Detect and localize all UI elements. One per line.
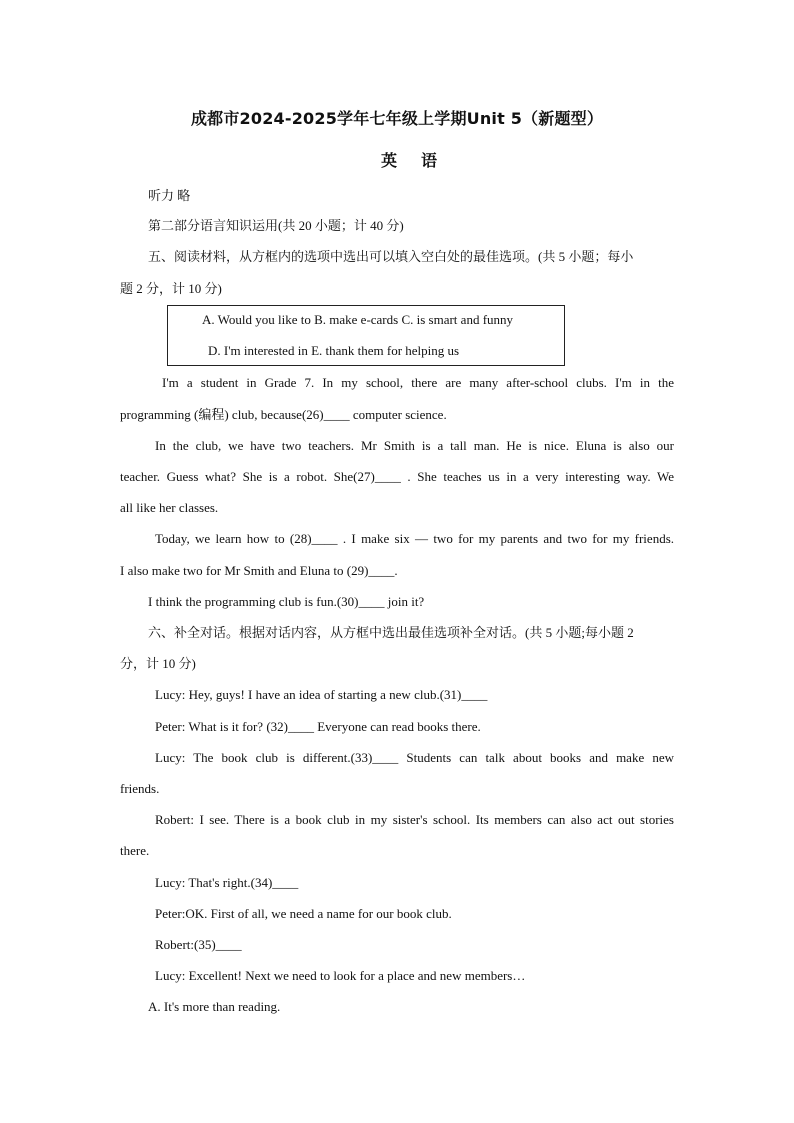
dialogue-line: Lucy: Hey, guys! I have an idea of starting a new club.(31)____ — [155, 687, 488, 702]
dialogue-line: Peter:OK. First of all, we need a name for our book club. — [155, 906, 452, 921]
passage-line: teacher. Guess what? She is a robot. She(27)____ . She teaches us in a very interesting way. We — [120, 469, 674, 484]
dialogue-line: Peter: What is it for? (32)____ Everyone can read books there. — [155, 719, 481, 734]
options-row-1: A. Would you like to B. make e-cards C. is smart and funny — [202, 312, 514, 327]
dialogue-line: Robert: I see. There is a book club in my sister's school. Its members can also act out stories — [155, 812, 674, 827]
dialogue-line: Lucy: Excellent! Next we need to look for a place and new members… — [155, 968, 526, 983]
dialogue-line: Lucy: That's right.(34)____ — [155, 875, 299, 890]
section5-instruction: 五、阅读材料，从方框内的选项中选出可以填入空白处的最佳选项。(共 5 小题；每小 — [148, 249, 634, 264]
dialogue-line: there. — [120, 843, 150, 858]
passage-line: In the club, we have two teachers. Mr Smith is a tall man. He is nice. Eluna is also our — [155, 438, 674, 453]
passage-line: I think the programming club is fun.(30)____ join it? — [148, 594, 425, 609]
listening-note: 听力 略 — [148, 188, 191, 203]
subject-title: 英语 — [380, 151, 461, 170]
page-title: 成都市2024-2025学年七年级上学期Unit 5（新题型） — [190, 109, 604, 128]
section6-instruction: 六、补全对话。根据对话内容，从方框中选出最佳选项补全对话。(共 5 小题;每小题 2 — [148, 625, 634, 640]
passage-line: programming (编程) club, because(26)____ computer science. — [120, 407, 447, 422]
passage-line: I'm a student in Grade 7. In my school, there are many after-school clubs. I'm in the — [162, 375, 674, 390]
passage-line: Today, we learn how to (28)____ . I make six — two for my parents and two for my friends. — [155, 531, 674, 546]
dialogue-line: Lucy: The book club is different.(33)____ Students can talk about books and make new — [155, 750, 674, 765]
answer-option: A. It's more than reading. — [148, 999, 281, 1014]
dialogue-line: Robert:(35)____ — [155, 937, 242, 952]
passage-line: I also make two for Mr Smith and Eluna to (29)____. — [120, 563, 398, 578]
options-row-2: D. I'm interested in E. thank them for helping us — [208, 343, 460, 358]
passage-line: all like her classes. — [120, 500, 219, 515]
options-box — [167, 305, 565, 366]
dialogue-line: friends. — [120, 781, 160, 796]
section6-instruction-cont: 分，计 10 分) — [120, 656, 196, 671]
part2-heading: 第二部分语言知识运用(共 20 小题；计 40 分) — [148, 218, 404, 233]
section5-instruction-cont: 题 2 分，计 10 分) — [120, 281, 222, 296]
